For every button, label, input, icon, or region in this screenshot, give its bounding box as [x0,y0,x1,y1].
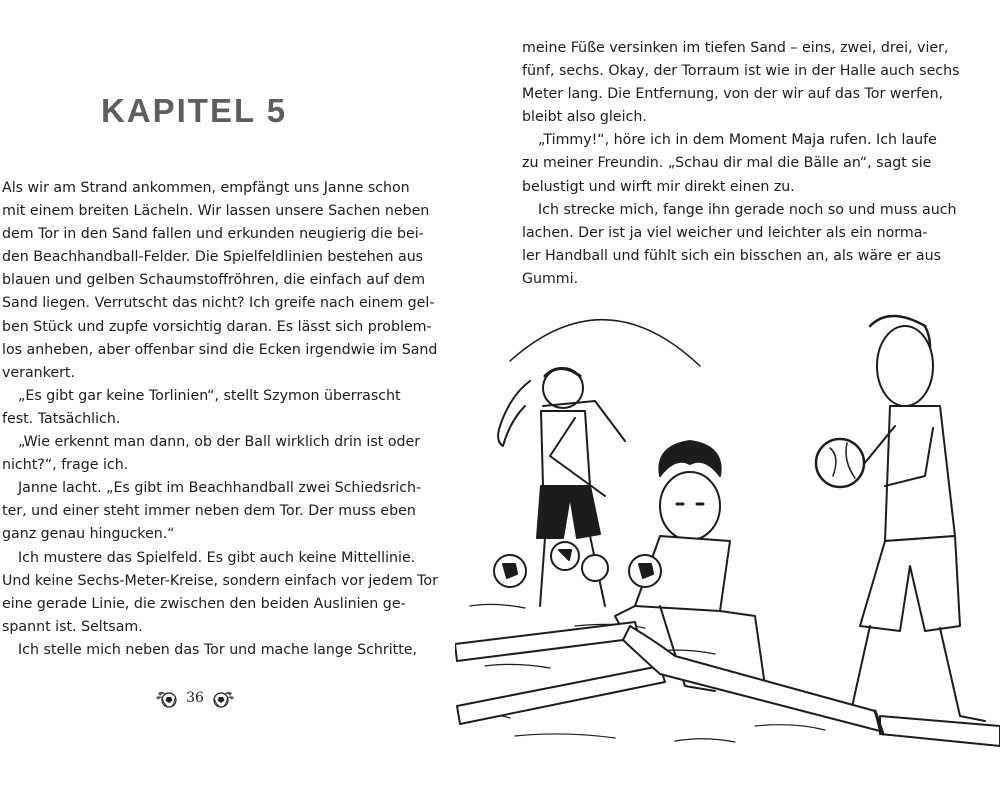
text-line: Als wir am Strand ankommen, empfängt uns Janne schon [2,180,410,196]
text-line: Gummi. [522,270,579,287]
text-line: fest. Tatsächlich. [2,410,121,427]
text-line: los anheben, aber offenbar sind die Ecken irgendwie im Sand [2,341,438,358]
text-line: „Es gibt gar keine Torlinien“, stellt Szymon überrascht [18,387,401,404]
text-line: eine gerade Linie, die zwischen den beiden Auslinien ge- [2,595,406,612]
chapter-title: KAPITEL 5 [100,92,288,129]
text-line: Janne lacht. „Es gibt im Beachhandball zwei Schiedsrich- [18,480,422,497]
text-line: blauen und gelben Schaumstoffröhren, die einfach auf dem [2,272,426,289]
text-line: lachen. Der ist ja viel weicher und leichter als ein norma- [522,224,928,241]
right-page-text [522,37,960,291]
text-line: Ich strecke mich, fange ihn gerade noch so und muss auch [538,201,957,218]
text-line: „Timmy!“, höre ich in dem Moment Maja rufen. Ich laufe [538,132,937,149]
page-footer [150,686,240,710]
foam-tube-lines [455,622,1000,746]
winged-ball-icon [212,688,236,708]
text-line: ben Stück und zupfe vorsichtig daran. Es lässt sich problem- [2,318,432,335]
left-page-text [2,177,438,662]
text-line: ler Handball und fühlt sich ein bisschen an, als wäre er aus [522,247,941,264]
text-line: Sand liegen. Verrutscht das nicht? Ich greife nach einem gel- [2,295,435,312]
text-line: den Beachhandball-Felder. Die Spielfeldlinien bestehen aus [2,249,424,266]
balls-on-ground [494,542,661,587]
text-line: belustigt und wirft mir direkt einen zu. [522,178,795,195]
text-line: „Wie erkennt man dann, ob der Ball wirklich drin ist oder [18,434,421,451]
text-line: spannt ist. Seltsam. [2,618,143,635]
winged-ball-icon [154,688,178,708]
text-line: Meter lang. Die Entfernung, von der wir auf das Tor werfen, [522,86,944,103]
text-line: ganz genau hingucken.“ [2,526,175,543]
text-line: fünf, sechs. Okay, der Torraum ist wie in der Halle auch sechs [522,63,960,80]
text-line: ter, und einer steht immer neben dem Tor. Der muss eben [2,503,416,520]
beach-handball-illustration [455,306,1000,756]
text-line: Und keine Sechs-Meter-Kreise, sondern einfach vor jedem Tor [2,572,438,589]
boy-catching-figure [816,316,985,726]
text-line: verankert. [2,364,75,381]
text-line: nicht?“, frage ich. [2,457,129,474]
page-number: 36 [186,690,204,706]
text-line: bleibt also gleich. [522,109,647,126]
text-line: mit einem breiten Lächeln. Wir lassen unsere Sachen neben [2,203,430,220]
text-line: zu meiner Freundin. „Schau dir mal die Bälle an“, sagt sie [522,155,932,172]
text-line: dem Tor in den Sand fallen und erkunden neugierig die bei- [2,226,424,243]
text-line: Ich stelle mich neben das Tor und mache lange Schritte, [18,641,418,658]
text-line: meine Füße versinken im tiefen Sand – eins, zwei, drei, vier, [522,40,949,56]
throw-arc [510,320,700,366]
text-line: Ich mustere das Spielfeld. Es gibt auch keine Mittellinie. [18,549,416,566]
